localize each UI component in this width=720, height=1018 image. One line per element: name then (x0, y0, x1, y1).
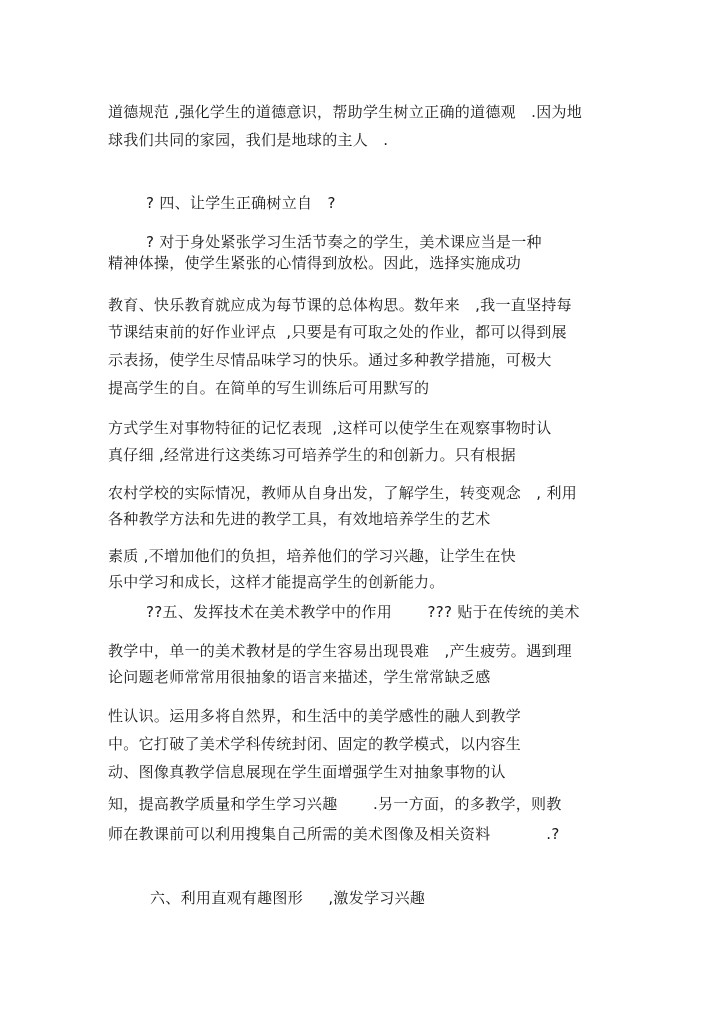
text-line: 动、图像真教学信息展现在学生面增强学生对抽象事物的认 (108, 763, 506, 781)
text-line: ? 对于身处紧张学习生活节奏之的学生，美术课应当是一种 (146, 233, 542, 251)
text-line: 节课结束前的好作业评点 ,只要是有可取之处的作业，都可以得到展 (108, 323, 567, 341)
text-line: 球我们共同的家园，我们是地球的主人 . (108, 131, 389, 149)
text-line: 精神体操，使学生紧张的心情得到放松。因此，选择实施成功 (108, 254, 522, 272)
section-heading: ? 四、让学生正确树立自 ? (146, 194, 336, 212)
text-line: 提高学生的自。在简单的写生训练后可用默写的 (108, 379, 430, 397)
text-line: 论问题老师常常用很抽象的语言来描述，学生常常缺乏感 (108, 668, 491, 686)
text-line: 道德规范 ,强化学生的道德意识，帮助学生树立正确的道德观 .因为地 (108, 103, 583, 121)
text-line: 教育、快乐教育就应成为每节课的总体构思。数年来 ,我一直坚持每 (108, 296, 572, 314)
text-line: 示表扬，使学生尽情品味学习的快乐。通过多种教学措施，可极大 (108, 351, 552, 369)
section-heading: ??五、发挥技术在美术教学中的作用 ??? 贴于在传统的美术 (146, 603, 580, 621)
text-line: 农村学校的实际情况，教师从自身出发，了解学生，转变观念 , 利用 (108, 484, 578, 502)
text-line: 教学中，单一的美术教材是的学生容易出现畏难 ,产生疲劳。遇到理 (108, 642, 572, 660)
text-line: 知，提高教学质量和学生学习兴趣 .另一方面，的多教学，则教 (108, 795, 562, 813)
text-line: 性认识。运用多将自然界，和生活中的美学感性的融人到教学 (108, 707, 522, 725)
text-line: 乐中学习和成长，这样才能提高学生的创新能力。 (108, 573, 445, 591)
text-line: 真仔细 ,经常进行这类练习可培养学生的和创新力。只有根据 (108, 446, 516, 464)
text-line: 各种教学方法和先进的教学工具，有效地培养学生的艺术 (108, 510, 491, 528)
text-line: 中。它打破了美术学科传统封闭、固定的教学模式，以内容生 (108, 735, 522, 753)
text-line: 素质 ,不增加他们的负担，培养他们的学习兴趣，让学生在快 (108, 547, 516, 565)
text-line: 方式学生对事物特征的记忆表现 ,这样可以使学生在观察事物时认 (108, 419, 552, 437)
section-heading: 六、利用直观有趣图形 ,激发学习兴趣 (150, 889, 426, 907)
text-line: 师在教课前可以利用搜集自己所需的美术图像及相关资料 .? (108, 825, 560, 843)
